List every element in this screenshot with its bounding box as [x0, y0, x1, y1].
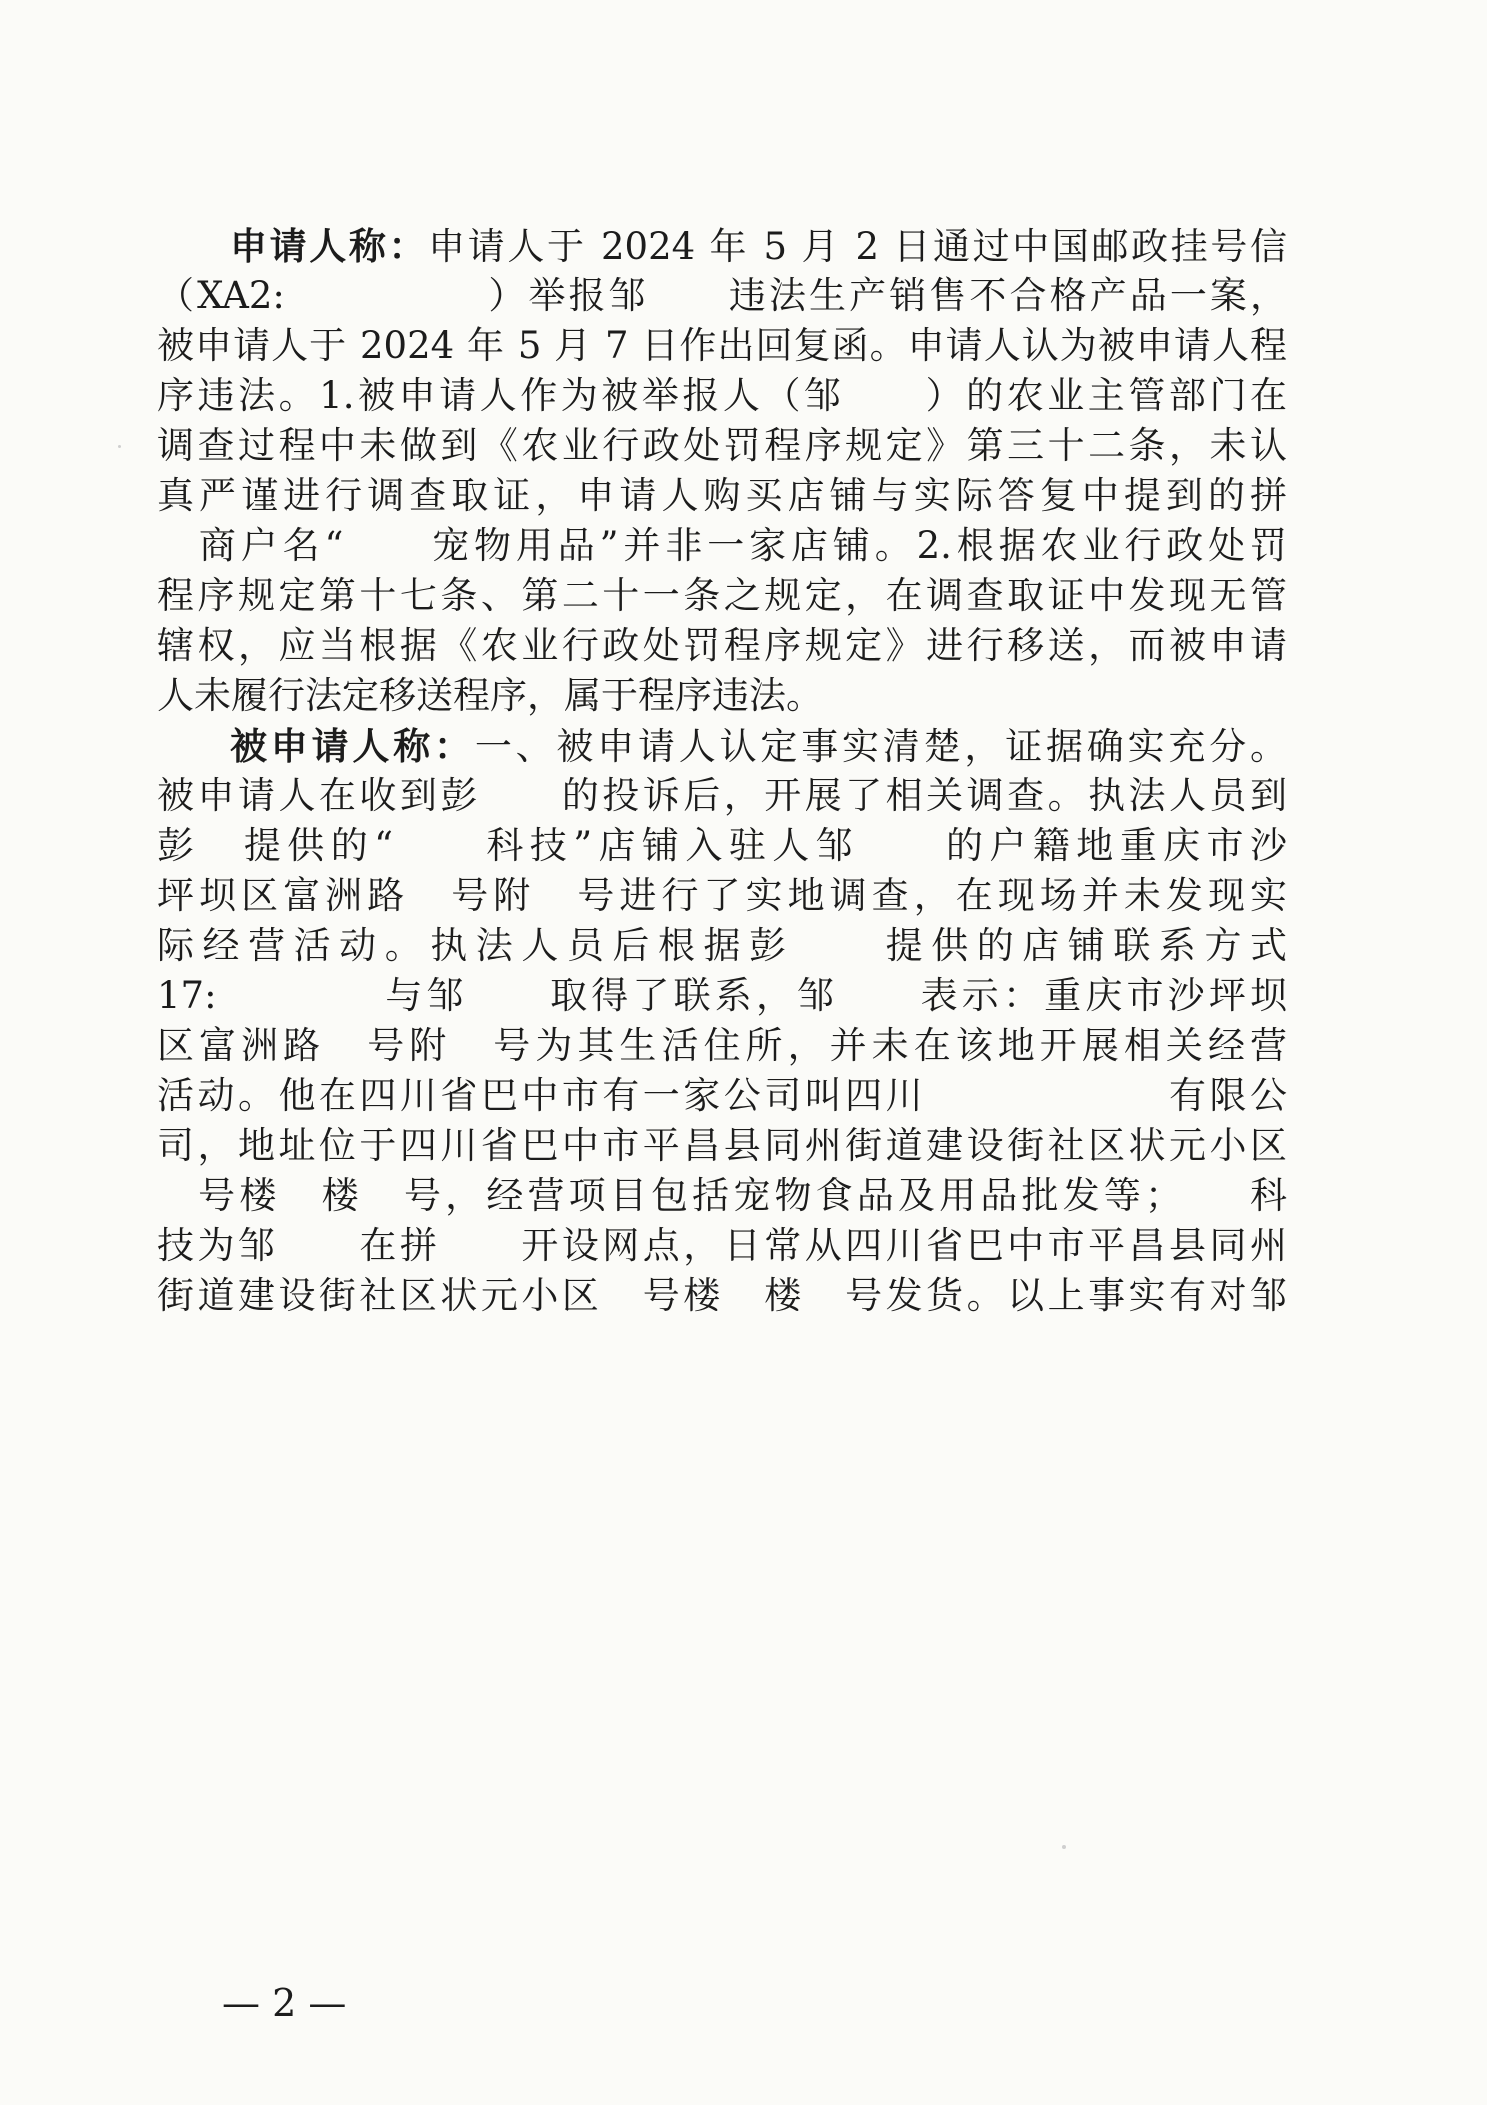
paragraph-1-line-3: 被申请人于 2024 年 5 月 7 日作出回复函。申请人认为被申请人程 [157, 324, 1287, 367]
paragraph-1-line-9: 辖权，应当根据《农业行政处罚程序规定》进行移送，而被申请 [157, 624, 1287, 667]
paragraph-1-line-10: 人未履行法定移送程序，属于程序违法。 [157, 674, 823, 717]
respondent-claim-label: 被申请人称： [230, 724, 475, 768]
paragraph-1-line-6: 真严谨进行调查取证，申请人购买店铺与实际答复中提到的拼 [157, 474, 1287, 517]
paragraph-1-line-8: 程序规定第十七条、第二十一条之规定，在调查取证中发现无管 [157, 574, 1287, 617]
paragraph-2-line-6: 17: 与邹 取得了联系，邹 表示：重庆市沙坪坝 [157, 974, 1287, 1017]
paragraph-1-line-4: 序违法。1.被申请人作为被举报人（邹 ）的农业主管部门在 [157, 374, 1287, 417]
paragraph-2-line-2: 被申请人在收到彭 的投诉后，开展了相关调查。执法人员到 [157, 774, 1287, 817]
paragraph-2-line-1: 被申请人称：一、被申请人认定事实清楚，证据确实充分。 [230, 724, 1287, 768]
paragraph-2-line-12: 街道建设街社区状元小区 号楼 楼 号发货。以上事实有对邹 [157, 1274, 1287, 1317]
paragraph-2-line-9: 司，地址位于四川省巴中市平昌县同州街道建设街社区状元小区 [157, 1124, 1287, 1167]
paragraph-1-line-5: 调查过程中未做到《农业行政处罚程序规定》第三十二条，未认 [157, 424, 1287, 467]
paragraph-2-line-8: 活动。他在四川省巴中市有一家公司叫四川 有限公 [157, 1074, 1287, 1117]
scan-speck [118, 445, 121, 448]
paragraph-1-line-1: 申请人称：申请人于 2024 年 5 月 2 日通过中国邮政挂号信 [230, 224, 1287, 268]
paragraph-2-line-11: 技为邹 在拼 开设网点，日常从四川省巴中市平昌县同州 [157, 1224, 1287, 1267]
page-number: — 2 — [222, 1981, 347, 2025]
applicant-claim-label: 申请人称： [230, 224, 429, 268]
paragraph-2-line-5: 际经营活动。执法人员后根据彭 提供的店铺联系方式 [157, 924, 1287, 967]
paragraph-2-line-7: 区富洲路 号附 号为其生活住所，并未在该地开展相关经营 [157, 1024, 1287, 1067]
paragraph-2-line-3: 彭 提供的“ 科技”店铺入驻人邹 的户籍地重庆市沙 [157, 824, 1287, 867]
paragraph-2-line-10: 号楼 楼 号，经营项目包括宠物食品及用品批发等； 科 [157, 1174, 1287, 1217]
scan-speck [1062, 1845, 1066, 1849]
paragraph-1-line-2: （XA2: ）举报邹 违法生产销售不合格产品一案， [157, 274, 1287, 317]
paragraph-1-line-7: 商户名“ 宠物用品”并非一家店铺。2.根据农业行政处罚 [157, 524, 1287, 567]
paragraph-2-line-4: 坪坝区富洲路 号附 号进行了实地调查，在现场并未发现实 [157, 874, 1287, 917]
